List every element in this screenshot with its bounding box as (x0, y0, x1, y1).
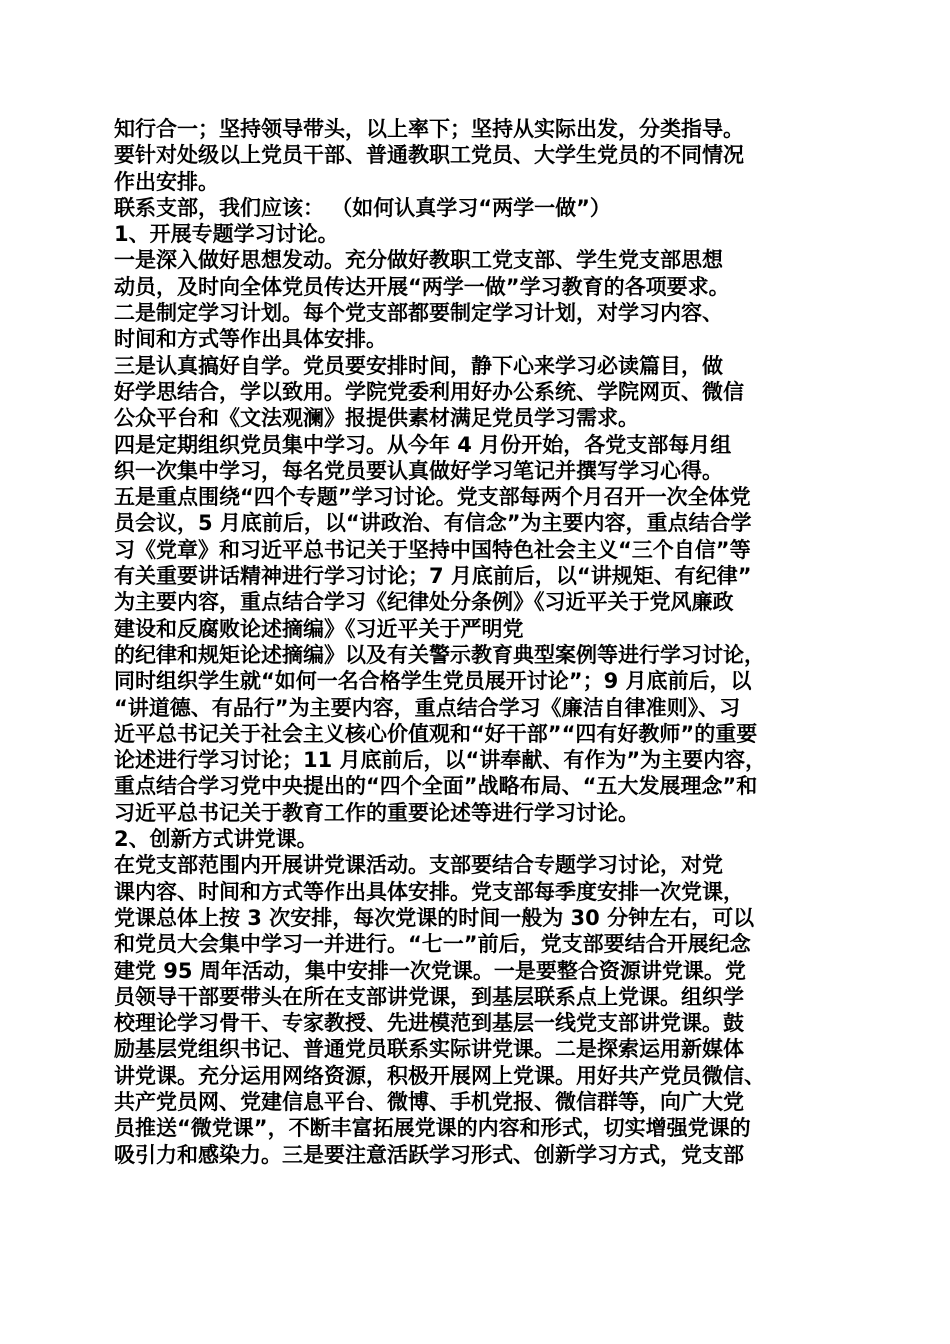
document-body (114, 116, 854, 1168)
text-line: 共产党员网、党建信息平台、微博、手机党报、微信群等，向广大党 (114, 1089, 744, 1114)
text-line: 二是制定学习计划。每个党支部都要制定学习计划，对学习内容、 (114, 301, 723, 326)
text-line: 织一次集中学习，每名党员要认真做好学习笔记并撰写学习心得。 (114, 458, 723, 483)
text-line: 建党 95 周年活动，集中安排一次党课。一是要整合资源讲党课。党 (114, 958, 746, 983)
text-line: 习近平总书记关于教育工作的重要论述等进行学习讨论。 (114, 800, 639, 825)
text-line: 联系支部，我们应该： （如何认真学习“两学一做”） (114, 195, 611, 220)
text-line: 的纪律和规矩论述摘编》以及有关警示教育典型案例等进行学习讨论， (114, 642, 765, 667)
text-line: 2、创新方式讲党课。 (114, 827, 318, 852)
text-line: 课内容、时间和方式等作出具体安排。党支部每季度安排一次党课， (114, 879, 744, 904)
text-line: 党课总体上按 3 次安排，每次党课的时间一般为 30 分钟左右，可以 (114, 905, 755, 930)
text-line: 三是认真搞好自学。党员要安排时间，静下心来学习必读篇目，做 (114, 353, 723, 378)
text-line: 员领导干部要带头在所在支部讲党课，到基层联系点上党课。组织学 (114, 984, 744, 1009)
text-line: 近平总书记关于社会主义核心价值观和“好干部”“四有好教师”的重要 (114, 721, 758, 746)
text-line: 习《党章》和习近平总书记关于坚持中国特色社会主义“三个自信”等 (114, 537, 751, 562)
text-line: 作出安排。 (114, 169, 219, 194)
text-line: 建设和反腐败论述摘编》《习近平关于严明党 (114, 616, 524, 641)
text-line: 四是定期组织党员集中学习。从今年 4 月份开始，各党支部每月组 (114, 432, 732, 457)
text-line: 公众平台和《文法观澜》报提供素材满足党员学习需求。 (114, 406, 639, 431)
text-line: 有关重要讲话精神进行学习讨论；7 月底前后，以“讲规矩、有纪律” (114, 564, 752, 589)
text-line: 员推送“微党课”，不断丰富拓展党课的内容和形式，切实增强党课的 (114, 1116, 751, 1141)
text-line: 知行合一；坚持领导带头，以上率下；坚持从实际出发，分类指导。 (114, 117, 744, 141)
text-line: 五是重点围绕“四个专题”学习讨论。党支部每两个月召开一次全体党 (114, 485, 751, 510)
text-line: 吸引力和感染力。三是要注意活跃学习形式、创新学习方式，党支部 (114, 1142, 744, 1167)
text-line: “讲道德、有品行”为主要内容，重点结合学习《廉洁自律准则》、习 (114, 695, 741, 720)
text-line: 时间和方式等作出具体安排。 (114, 327, 387, 352)
text-line: 要针对处级以上党员干部、普通教职工党员、大学生党员的不同情况 (114, 143, 744, 168)
text-line: 励基层党组织书记、普通党员联系实际讲党课。二是探索运用新媒体 (114, 1037, 744, 1062)
text-line: 好学思结合，学以致用。学院党委利用好办公系统、学院网页、微信 (114, 379, 744, 404)
text-line: 重点结合学习党中央提出的“四个全面”战略布局、“五大发展理念”和 (114, 774, 758, 799)
text-line: 在党支部范围内开展讲党课活动。支部要结合专题学习讨论，对党 (114, 853, 723, 878)
text-line: 同时组织学生就“如何一名合格学生党员展开讨论”；9 月底前后，以 (114, 669, 752, 694)
text-line: 校理论学习骨干、专家教授、先进模范到基层一线党支部讲党课。鼓 (114, 1011, 744, 1036)
text-line: 动员，及时向全体党员传达开展“两学一做”学习教育的各项要求。 (114, 274, 730, 299)
text-line: 1、开展专题学习讨论。 (114, 222, 339, 247)
text-line: 为主要内容，重点结合学习《纪律处分条例》《习近平关于党风廉政 (114, 590, 734, 615)
text-line: 员会议，5 月底前后，以“讲政治、有信念”为主要内容，重点结合学 (114, 511, 752, 536)
text-line: 论述进行学习讨论；11 月底前后，以“讲奉献、有作为”为主要内容， (114, 748, 767, 773)
text-line: 一是深入做好思想发动。充分做好教职工党支部、学生党支部思想 (114, 248, 723, 273)
text-line: 和党员大会集中学习一并进行。“七一”前后，党支部要结合开展纪念 (114, 932, 751, 957)
text-line: 讲党课。充分运用网络资源，积极开展网上党课。用好共产党员微信、 (114, 1063, 765, 1088)
